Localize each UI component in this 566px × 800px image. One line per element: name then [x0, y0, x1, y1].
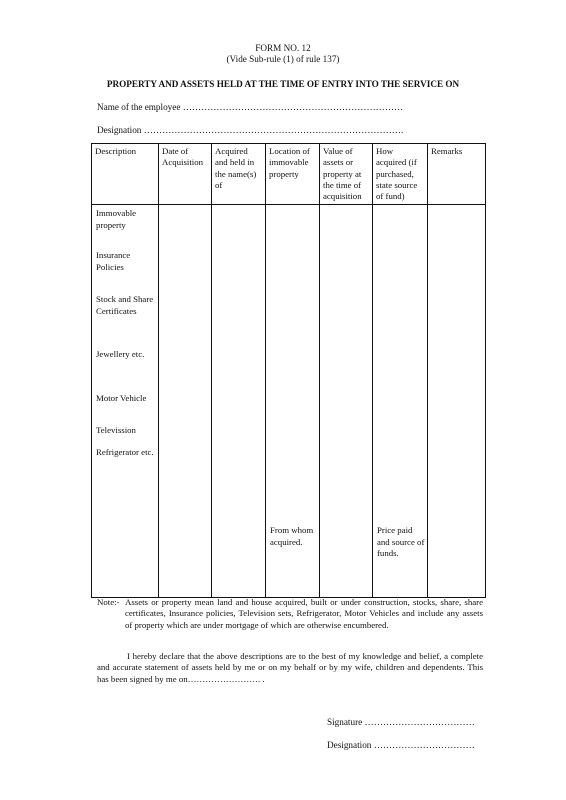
employee-name-label: Name of the employee	[97, 102, 181, 112]
employee-name-field	[97, 102, 403, 113]
description-item: Motor Vehicle	[96, 393, 147, 404]
column-header: Remarks	[428, 144, 486, 205]
date-cell	[159, 205, 212, 598]
description-item: Stock and Share Certificates	[96, 294, 154, 316]
signature-field	[327, 717, 475, 728]
column-header: Date of Acquisition	[159, 144, 212, 205]
signature-dots: ………………………………	[364, 717, 475, 727]
assets-table	[91, 143, 486, 598]
declaration-text: I hereby declare that the above descriptions are to the best of my knowledge and belief, a complete and accurate statement of assets held by me or on my behalf or by my wife, children and dependents. This has been signed by me on……………………. .	[97, 651, 483, 684]
signatory-designation-field	[327, 740, 475, 751]
column-header: Acquired and held in the name(s) of	[212, 144, 266, 205]
how-acquired-note: Price paid and source of funds.	[377, 525, 425, 559]
table-body-row	[92, 205, 486, 598]
signature-label: Signature	[327, 717, 363, 727]
description-cell	[92, 205, 159, 598]
signatory-designation-label: Designation	[327, 740, 372, 750]
description-item: Immovable property	[96, 208, 137, 230]
employee-name-dots: ………………………………………………………………	[182, 102, 404, 112]
column-header: Location of immovable property	[266, 144, 320, 205]
remarks-cell	[428, 205, 486, 598]
location-cell	[266, 205, 320, 598]
description-item: Refrigerator etc.	[96, 447, 154, 458]
location-note: From whom acquired.	[270, 525, 314, 547]
how-acquired-cell	[373, 205, 428, 598]
form-title: PROPERTY AND ASSETS HELD AT THE TIME OF ENTRY INTO THE SERVICE ON	[106, 79, 460, 89]
table-header-row	[92, 144, 486, 205]
column-header: Description	[92, 144, 159, 205]
value-cell	[320, 205, 373, 598]
designation-field	[97, 125, 403, 136]
acquired-in-name-cell	[212, 205, 266, 598]
note-label: Note:-	[97, 597, 120, 607]
description-item: Televission	[96, 425, 136, 436]
form-number: FORM NO. 12	[255, 43, 311, 53]
signatory-designation-dots: ……………………………	[373, 740, 475, 750]
form-rule-reference: (Vide Sub-rule (1) of rule 137)	[226, 54, 340, 64]
column-header: Value of assets or property at the time of acquisition	[320, 144, 373, 205]
designation-dots: ………………………………………………………………………….	[143, 125, 404, 135]
description-item: Insurance Policies	[96, 250, 131, 272]
description-item: Jewellery etc.	[96, 349, 145, 360]
designation-label: Designation	[97, 125, 142, 135]
note-text: Assets or property mean land and house acquired, built or under construction, stocks, share, share certificates, Insurance policies, Television sets, Refrigerator, Motor Vehicles and include any assets of property which are under mortgage of which are otherwise encumbered.	[125, 597, 483, 630]
column-header: How acquired (if purchased, state source of fund)	[373, 144, 428, 205]
